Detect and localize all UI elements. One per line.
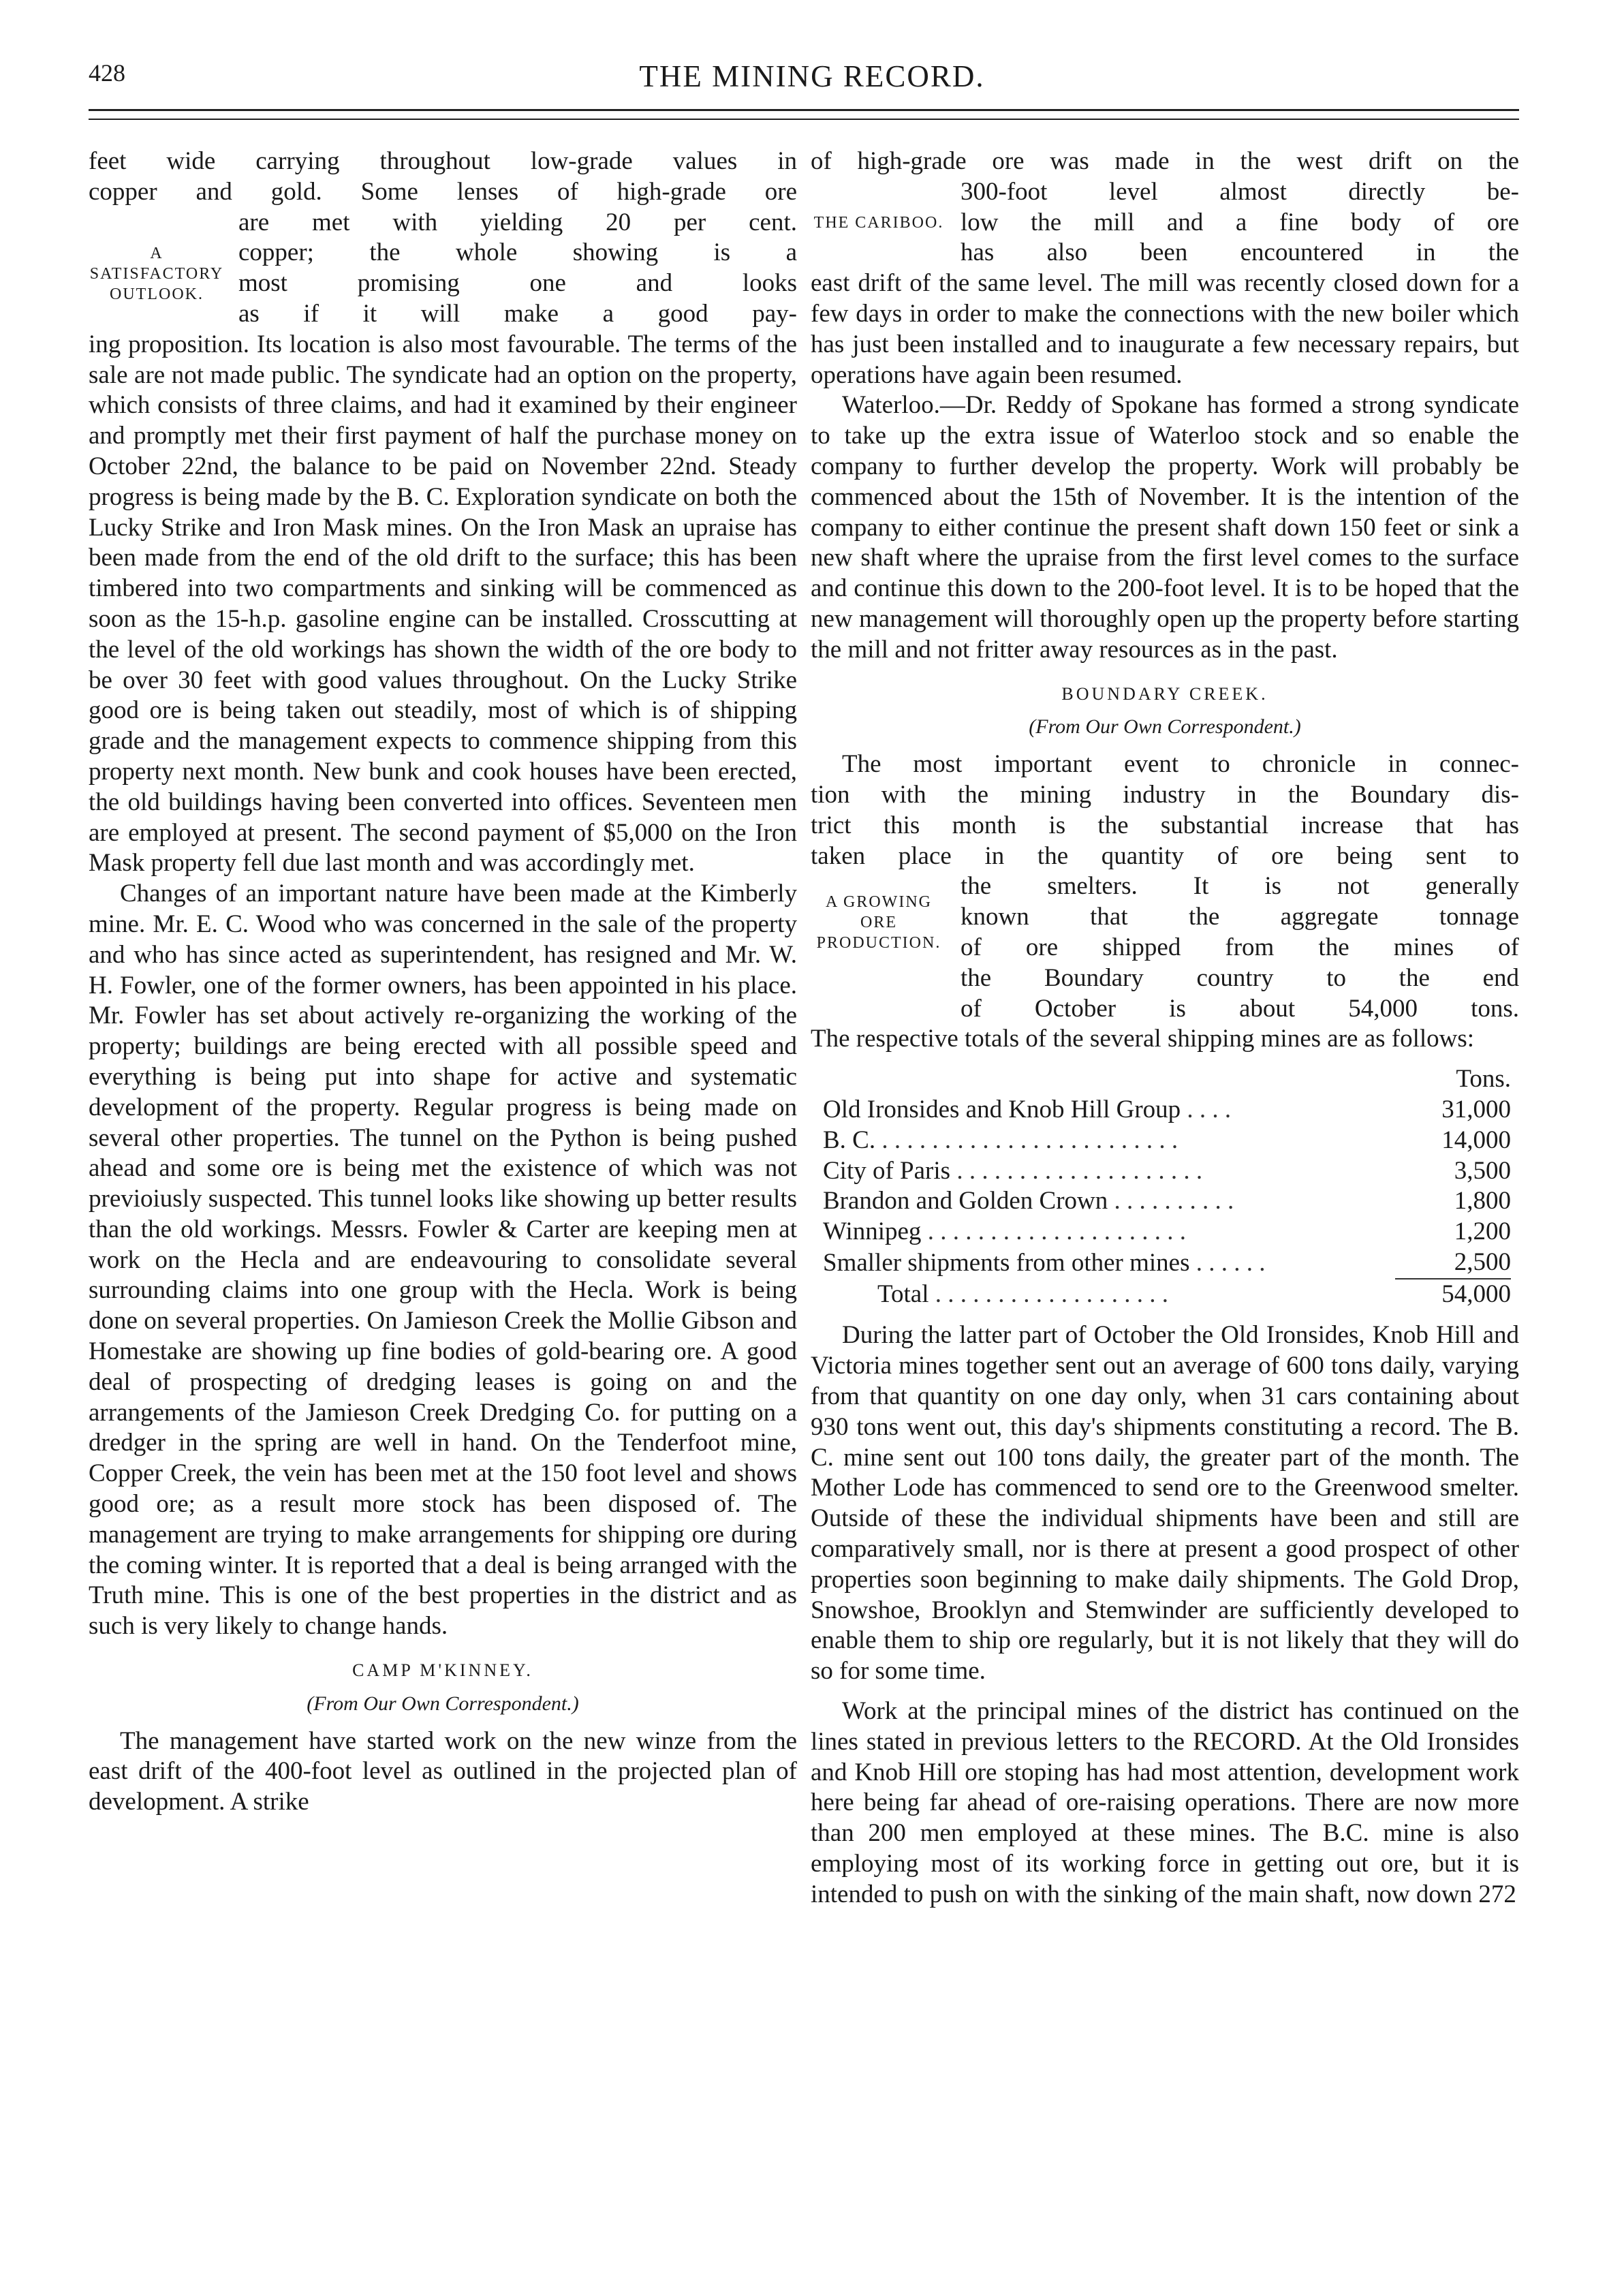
left-column xyxy=(89,146,797,1818)
page-number: 428 xyxy=(89,59,125,87)
tonnage: 14,000 xyxy=(1441,1126,1511,1154)
table-row xyxy=(823,1217,1511,1247)
sidenote: THE CARIBOO. xyxy=(813,213,944,232)
paragraph: Work at the principal mines of the district has continued on the lines stated in previous letters to the RECORD. At the Old Ironsides and Knob Hill ore stoping has had most attention, development work here being far ahead of ore-raising operations. There are now more than 200 men employed at these mines. The B.C. mine is also employing most of its working force in getting out ore, but it is intended to push on with the sinking of the main shaft, now down 272 xyxy=(811,1697,1519,1908)
table-header-row xyxy=(823,1064,1511,1095)
mine-name: Winnipeg xyxy=(823,1217,922,1246)
table-row xyxy=(823,1126,1511,1156)
paragraph: east drift of the same level. The mill was recently closed down for a few days in order to make the connections with the new boiler which has just been installed and to inaugurate a few necessary repairs, but operations have again been resumed. xyxy=(811,269,1519,389)
dot-leader: . . . . xyxy=(1181,1095,1232,1123)
table-row xyxy=(823,1156,1511,1187)
text-line: copper and gold. Some lenses of high-grade ore xyxy=(89,177,797,206)
unit-header: Tons. xyxy=(1456,1065,1511,1093)
text-line: 300-foot level almost directly be- xyxy=(961,177,1519,206)
sidenote-block xyxy=(811,871,1519,1024)
mine-name: Smaller shipments from other mines xyxy=(823,1248,1190,1277)
production-table xyxy=(823,1064,1511,1309)
indented-lines xyxy=(961,177,1519,268)
paragraph: During the latter part of October the Old Ironsides, Knob Hill and Victoria mines together sent out an average of 600 tons daily, varying from that quantity on one day only, when 31 cars containing about 930 tons went out, this day's shipments constituting a record. The B. C. mine sent out 100 tons daily, the greater part of the month. The Mother Lode has commenced to send ore to the Greenwood smelter. Outside of these the individual shipments have been and still are comparatively small, nor is there at present a good prospect of other properties soon beginning to make daily shipments. The Gold Drop, Snowshoe, Brooklyn and Stemwinder are sufficiently developed to enable them to ship ore regularly, but it is not likely that they will do so for some time. xyxy=(811,1321,1519,1686)
text-line: of ore shipped from the mines of xyxy=(961,933,1519,961)
table-row xyxy=(823,1247,1511,1279)
text-line: the smelters. It is not generally xyxy=(961,872,1519,901)
mine-name: Brandon and Golden Crown xyxy=(823,1187,1108,1215)
text-line: feet wide carrying throughout low-grade values in xyxy=(89,147,797,175)
tonnage xyxy=(1395,1247,1511,1279)
text-line: The most important event to chronicle in connec- xyxy=(842,750,1519,779)
tonnage: 1,200 xyxy=(1454,1217,1511,1246)
total-label: Total xyxy=(877,1279,929,1308)
dot-leader: . . . . . . xyxy=(1189,1248,1266,1277)
sidenote-block xyxy=(811,177,1519,268)
correspondent-credit: (From Our Own Correspondent.) xyxy=(307,1692,579,1715)
total-row xyxy=(823,1279,1511,1310)
text-line: taken place in the quantity of ore being sent to xyxy=(811,841,1519,870)
sidenote: A SATISFACTORY OUTLOOK. xyxy=(89,244,224,303)
dot-leader: . . . . . . . . . . . . . . . . . . . . . . . . xyxy=(875,1126,1178,1154)
paragraph: Waterloo.—Dr. Reddy of Spokane has formed a strong syndicate to take up the extra issue of Waterloo stock and so enable the company to further develop the property. Work will probably be commenced about the 15th of November. It is the intention of the company to either continue the present shaft down 150 feet or sink a new shaft where the upraise from the first level comes to the surface and continue this down to the 200-foot level. It is to be hoped that the new management will thoroughly open up the property before starting the mill and not fritter away resources as in the past. xyxy=(811,391,1519,664)
mine-name: Old Ironsides and Knob Hill Group xyxy=(823,1095,1181,1123)
text-line: copper; the whole showing is a xyxy=(238,238,797,267)
para1-lines xyxy=(89,146,797,208)
section-heading: CAMP M'KINNEY. xyxy=(352,1660,533,1681)
text-line: known that the aggregate tonnage xyxy=(961,903,1519,931)
mine-name: B. C. xyxy=(823,1126,876,1154)
total-value: 54,000 xyxy=(1441,1279,1511,1308)
indented-lines xyxy=(961,871,1519,1024)
section-heading: BOUNDARY CREEK. xyxy=(1061,683,1268,704)
indented-lines xyxy=(238,208,797,330)
tonnage-value: 2,500 xyxy=(1454,1247,1511,1276)
text-line: of high-grade ore was made in the west drift on the xyxy=(811,147,1519,175)
table-row xyxy=(823,1095,1511,1126)
text-line: low the mill and a fine body of ore xyxy=(961,208,1519,236)
table-row xyxy=(823,1186,1511,1217)
text-line: of October is about 54,000 tons. xyxy=(961,994,1519,1023)
dot-leader: . . . . . . . . . . xyxy=(1108,1187,1234,1215)
tonnage: 31,000 xyxy=(1441,1095,1511,1123)
tonnage: 3,500 xyxy=(1454,1156,1511,1185)
paragraph: The respective totals of the several shipping mines are as follows: xyxy=(811,1025,1475,1053)
text-line: the Boundary country to the end xyxy=(961,963,1519,992)
mine-name: City of Paris xyxy=(823,1156,951,1185)
dot-leader: . . . . . . . . . . . . . . . . . . . . . xyxy=(921,1217,1186,1246)
text-line: as if it will make a good pay- xyxy=(238,299,797,328)
text-line: most promising one and looks xyxy=(238,269,797,298)
header-rule xyxy=(89,109,1519,111)
text-line: tion with the mining industry in the Boundary dis- xyxy=(811,780,1519,809)
right-column xyxy=(811,146,1519,1910)
paragraph: Changes of an important nature have been made at the Kimberly mine. Mr. E. C. Wood who was concerned in the sale of the property and who has since acted as superintendent, has resigned and Mr. W. H. Fowler, one of the former owners, has been appointed in his place. Mr. Fowler has set about actively re-organizing the working of the property; buildings are being erected with all possible speed and everything is being put into shape for active and systematic development of the property. Regular progress is being made on several other properties. The tunnel on the Python is being pushed ahead and some ore is being met the existence of which was not previoiusly suspected. This tunnel looks like showing up better results than the old workings. Messrs. Fowler & Carter are keeping men at work on the Hecla and are endeavouring to consolidate several surrounding claims into one group with the Hecla. Work is being done on several properties. On Jamieson Creek the Mollie Gibson and Homestake are showing up fine bodies of gold-bearing ore. A good deal of prospecting of dredging leases is going on and the arrangements of the Jamieson Creek Dredging Co. for putting on a dredger in the spring are well in hand. On the Tenderfoot mine, Copper Creek, the vein has been met at the 150 foot level and shows good ore; as a result more stock has been disposed of. The management are trying to make arrangements for shipping ore during the coming winter. It is reported that a deal is being arranged with the Truth mine. This is one of the best properties in the district and as such is very likely to change hands. xyxy=(89,880,797,1641)
dot-leader: . . . . . . . . . . . . . . . . . . . xyxy=(928,1279,1168,1308)
paragraph: The management have started work on the new winze from the east drift of the 400-foot level as outlined in the projected plan of development. A strike xyxy=(89,1726,797,1816)
sidenote: A GROWING ORE PRODUCTION. xyxy=(816,893,941,952)
tonnage: 1,800 xyxy=(1454,1187,1511,1215)
dot-leader: . . . . . . . . . . . . . . . . . . . . xyxy=(950,1156,1203,1185)
sidenote-block xyxy=(89,208,797,330)
text-line: has also been encountered in the xyxy=(961,238,1519,267)
correspondent-credit: (From Our Own Correspondent.) xyxy=(1029,715,1301,739)
journal-title: THE MINING RECORD. xyxy=(639,59,985,93)
header-rule-thin xyxy=(89,119,1519,120)
text-line: are met with yielding 20 per cent. xyxy=(238,208,797,236)
para3-lines xyxy=(811,749,1519,871)
text-line: trict this month is the substantial increase that has xyxy=(811,811,1519,839)
paragraph: ing proposition. Its location is also most favourable. The terms of the sale are not made public. The syndicate had an option on the property, which consists of three claims, and had it examined by their engineer and promptly met their first payment of half the purchase money on October 22nd, the balance to be paid on November 22nd. Steady progress is being made by the B. C. Exploration syndicate on both the Lucky Strike and Iron Mask mines. On the Iron Mask an upraise has been made from the end of the old drift to the surface; this has been timbered into two compartments and sinking will be commenced as soon as the 15-h.p. gasoline engine can be installed. Crosscutting at the level of the old workings has shown the width of the ore body to be over 30 feet with good values throughout. On the Lucky Strike good ore is being taken out steadily, most of which is of shipping grade and the management expects to commence shipping from this property next month. New bunk and cook houses have been erected, the old buildings having been converted into offices. Seventeen men are employed at present. The second payment of $5,000 on the Iron Mask property fell due last month and was accordingly met. xyxy=(89,330,797,878)
